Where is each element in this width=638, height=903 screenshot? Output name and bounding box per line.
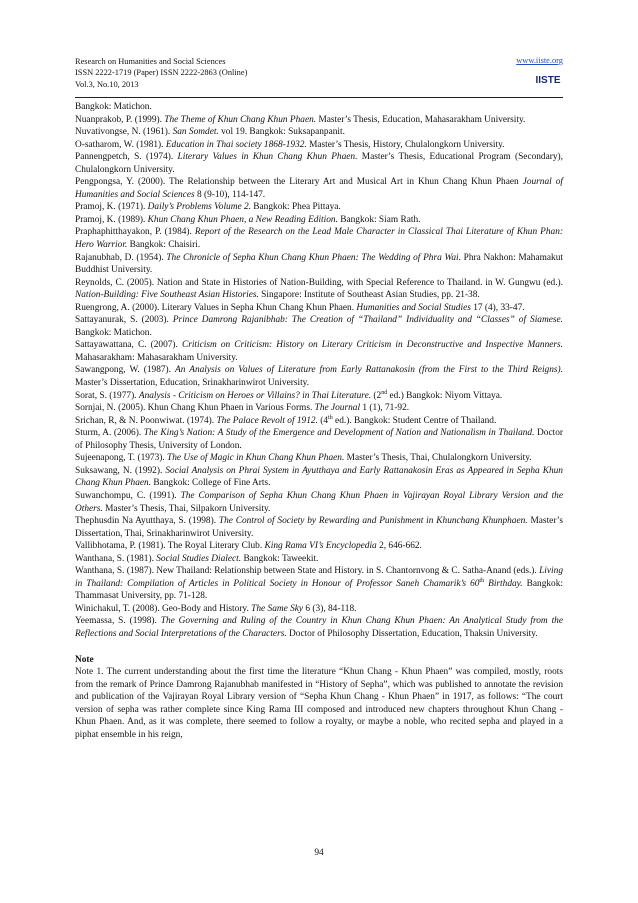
reference-entry [75, 314, 563, 339]
reference-text: Bangkok: Phea Pittaya. [250, 202, 341, 213]
reference-text: O-satharom, W. (1981). [75, 139, 166, 150]
reference-entry [75, 151, 563, 176]
reference-text: Srichan, R, & N. Poonwiwat. (1974). [75, 415, 217, 426]
reference-text: Praphaphitthayakon, P. (1984). [75, 227, 195, 238]
reference-entry [75, 126, 563, 139]
reference-title: Report of the Research on the Lead Male Character in Classical Thai Literature of Khun Phan: Hero Warrior. [75, 227, 563, 251]
reference-entry [75, 364, 563, 389]
reference-text: 8 (9-10), 114-147. [194, 189, 266, 200]
reference-entry [75, 101, 563, 114]
reference-entry [75, 415, 563, 428]
reference-title: Criticism on Criticism: History on Literary Criticism in Deconstructive and Inspective Manners. [181, 340, 563, 351]
reference-text: Master’s Dissertation, Thai, Srinakharinwirot University. [75, 516, 564, 539]
reference-text: Sattayawattana, C. (2007). [75, 340, 182, 351]
reference-title: The King’s Nation: A Study of the Emergence and Development of Nation and Nationalism in Thailand. [143, 428, 535, 439]
reference-title: The Journal [314, 403, 361, 414]
reference-text: (2 [371, 390, 382, 401]
reference-title: The Governing and Ruling of the Country in Khun Chang Khun Phaen: An Analytical Study from the Reflections and Social Interpretations of the Characters. [75, 616, 563, 639]
reference-superscript: nd [381, 389, 388, 396]
reference-text: Doctor of Philosophy Dissertation, Education, Thaksin University. [286, 628, 538, 639]
reference-text: Pramoj, K. (1989). [75, 214, 148, 225]
reference-text: 2, 646-662. [376, 541, 422, 552]
reference-text: Sturm, A. (2006). [75, 428, 144, 439]
reference-title: The Use of Magic in Khun Chang Khun Phaen. [167, 453, 345, 464]
reference-text: (4 [317, 415, 329, 426]
reference-text: Wanthana, S. (1981). [75, 553, 157, 564]
reference-text: Sujeenapong, T. (1973). [75, 453, 168, 464]
reference-entry [75, 390, 563, 403]
reference-title: The Chronicle of Sepha Khun Chang Khun Phaen: The Wedding of Phra Wai. [166, 252, 461, 263]
reference-entry [75, 540, 563, 553]
journal-url-link[interactable]: www.iiste.org [516, 56, 563, 65]
reference-title: Daily’s Problems Volume 2. [147, 202, 251, 213]
reference-entry [75, 427, 563, 452]
issn-line: ISSN 2222-1719 (Paper) ISSN 2222-2863 (Online) [75, 68, 248, 78]
reference-text: Pannengpetch, S. (1974). [75, 152, 178, 163]
reference-text: Suwanchompu, C. (1991). [75, 490, 181, 501]
reference-text: Master’s Thesis, History, Chulalongkorn University. [306, 139, 505, 150]
reference-entry [75, 252, 563, 277]
page-header [75, 56, 563, 96]
reference-entry [75, 214, 563, 227]
reference-text: Master’s Thesis, Thai, Chulalongkorn University. [344, 453, 532, 464]
reference-title: The Same Sky [251, 603, 304, 614]
reference-text: Nuvativongse, N. (1961). [75, 127, 173, 138]
reference-text: 6 (3), 84-118. [303, 603, 357, 614]
reference-entry [75, 226, 563, 251]
reference-entry [75, 201, 563, 214]
reference-text: Vallibhotama, P. (1981). The Royal Literary Club. [75, 541, 265, 552]
reference-title: Khun Chang Khun Phaen, a New Reading Edition. [147, 214, 338, 225]
reference-title: King Rama VI’s Encyclopedia [264, 541, 377, 552]
reference-text: ed.). Bangkok: Student Centre of Thailand. [332, 415, 497, 426]
reference-text: 1 (1), 71-92. [360, 403, 410, 414]
reference-text: Ruengrong, A. (2000). Literary Values in Sepha Khun Chang Khun Phaen. [75, 302, 357, 313]
reference-title: Nation-Building: Five Southeast Asian Histories. [75, 290, 259, 301]
reference-text: Bangkok: Thammasat University, pp. 71-128. [75, 578, 563, 602]
reference-text: Wanthana, S. (1987). New Thailand: Relationship between State and History. in S. Chantornvong & C. Satha-Anand (eds.). [75, 566, 540, 577]
reference-text: Bangkok: Chaisiri. [127, 240, 201, 251]
reference-superscript: th [328, 414, 333, 421]
reference-text: Bangkok: Taweekit. [241, 553, 319, 564]
reference-text: vol 19. Bangkok: Suksapanpanit. [218, 127, 345, 138]
reference-entry [75, 339, 563, 364]
page-number: 94 [314, 848, 324, 858]
reference-text: Suksawang, N. (1992). [75, 465, 166, 476]
reference-text: Bangkok: Matichon. [75, 327, 152, 338]
reference-entry [75, 302, 563, 315]
header-divider [75, 97, 563, 98]
reference-title: Social Analysis on Phrai System in Ayutthaya and Early Rattanakosin Eras as Appeared in Sepha Khun Chang Khun Phaen. [75, 465, 563, 489]
reference-entry [75, 603, 563, 616]
reference-title: Education in Thai society 1868-1932. [165, 139, 307, 150]
reference-entry [75, 490, 563, 515]
reference-title: Journal of Humanities and Social Sciences [75, 177, 563, 200]
reference-entry [75, 515, 563, 540]
reference-text: Winichakul, T. (2008). Geo-Body and History. [75, 603, 252, 614]
reference-text: Mahasarakham: Mahasarakham University. [75, 352, 238, 363]
reference-title: Living in Thailand: Compilation of Articles in Political Society in Honour of Professor Saneh Chamarik’s 60 [75, 566, 563, 589]
reference-title: Humanities and Social Studies [356, 302, 471, 313]
reference-text: Master’s Thesis, Educational Program (Secondary), Chulalongkorn University. [75, 152, 563, 175]
volume-line: Vol.3, No.10, 2013 [75, 79, 139, 89]
reference-text: Singapore: Institute of Southeast Asian Studies, pp. 21-38. [258, 290, 480, 301]
reference-text: Sattayanurak, S. (2003). [75, 315, 173, 326]
reference-entry [75, 465, 563, 490]
reference-entry [75, 176, 563, 201]
reference-title: The Control of Society by Rewarding and Punishment in Khunchang Khunphaen. [218, 516, 528, 527]
main-content [75, 101, 563, 741]
reference-text: Sornjai, N. (2005). Khun Chang Khun Phaen in Various Forms. [75, 403, 315, 414]
reference-title: Prince Damrong Rajanibhab: The Creation of “Thailand” Individuality and “Classes” of Siamese. [172, 315, 563, 326]
reference-title: The Theme of Khun Chang Khun Phaen. [164, 114, 317, 125]
svg-text:IISTE: IISTE [535, 75, 561, 86]
reference-text: Thephusdin Na Ayutthaya, S. (1998). [75, 516, 219, 527]
reference-title: San Somdet. [172, 127, 219, 138]
reference-text: Sawangpong, W. (1987). [75, 365, 176, 376]
reference-title: An Analysis on Values of Literature from Early Rattanakosin (from the First to the Third Reigns). [175, 365, 563, 376]
note-heading: Note [75, 654, 94, 665]
reference-text: Yeemassa, S. (1998). [75, 616, 161, 627]
reference-text: 17 (4), 33-47. [470, 302, 525, 313]
reference-text: Bangkok: College of Fine Arts. [151, 478, 271, 489]
journal-name: Research on Humanities and Social Sciences [75, 57, 226, 66]
reference-text: Nuanprakob, P. (1999). [75, 114, 165, 125]
reference-text: Reynolds, C. (2005). Nation and State in Histories of Nation-Building, with Special Reference to Thailand. in W. Gungwu (ed.). [75, 277, 563, 288]
reference-entry [75, 139, 563, 152]
reference-entry [75, 615, 563, 640]
reference-title: The Comparison of Sepha Khun Chang Khun Phaen in Vajirayan Royal Library Version and the Others. [75, 490, 563, 514]
reference-title: Literary Values in Khun Chang Khun Phaen. [177, 152, 358, 163]
reference-entry [75, 402, 563, 415]
reference-title: Social Studies Dialect. [156, 553, 242, 564]
reference-text: Doctor of Philosophy Thesis, University of London. [75, 428, 563, 451]
reference-entry [75, 452, 563, 465]
iiste-logo [533, 68, 563, 88]
reference-title: The Palace Revolt of 1912. [216, 415, 318, 426]
reference-list [75, 101, 563, 641]
reference-text: Rajanubhab, D. (1954). [75, 252, 167, 263]
reference-text: Bangkok: Matichon. [75, 102, 152, 112]
reference-text: Master’s Dissertation, Education, Srinakharinwirot University. [75, 378, 310, 389]
reference-text: Sorat, S. (1977). [75, 390, 139, 401]
reference-entry [75, 277, 563, 302]
reference-title: Analysis - Criticism on Heroes or Villains? in Thai Literature. [138, 390, 372, 401]
note-text: Note 1. The current understanding about the first time the literature “Khun Chang - Khun Phaen” was compiled, mostly, roots from the remark of Prince Damrong Rajanubhab manifested in “History of Sepha”, which was published to annotate the revision and publication of the Vajirayan Royal Library version of “Sepha Khun Chang - Khun Phaen” in 1917, as follows: “The court version of sepha was rather complete since King Rama III composed and introduced new chapters throughout Khun Chang - Khun Phaen. And, as it was complete, there seemed to follow a royalty, or maybe a noble, who recited sepha and played in a piphat ensemble in his reign, [75, 667, 563, 740]
reference-text: Phra Nakhon: Mahamakut Buddhist University. [75, 252, 563, 276]
reference-text: Master’s Thesis, Education, Mahasarakham University. [316, 114, 526, 125]
reference-text: Pramoj, K. (1971). [75, 202, 148, 213]
reference-text: Bangkok: Siam Rath. [337, 214, 421, 225]
reference-entry [75, 553, 563, 566]
reference-entry [75, 565, 563, 603]
reference-text: ed.) Bangkok: Niyom Vittaya. [387, 390, 503, 401]
reference-entry [75, 114, 563, 127]
reference-superscript: th [479, 577, 485, 584]
reference-text: Pengpongsa, Y. (2000). The Relationship between the Literary Art and Musical Art in Khun Chang Khun Phaen [75, 177, 523, 188]
reference-title: Birthday. [484, 578, 523, 589]
reference-text: Master’s Thesis, Thai, Silpakorn University. [102, 503, 271, 514]
